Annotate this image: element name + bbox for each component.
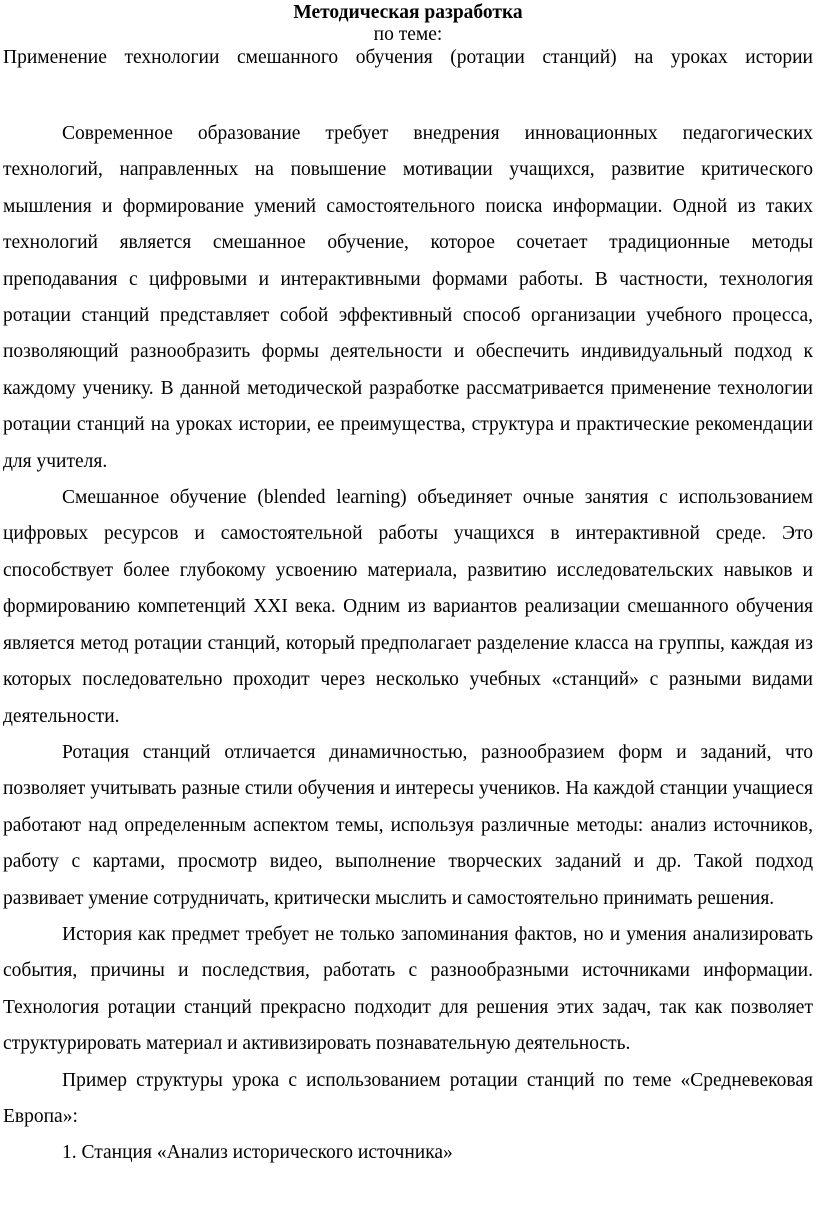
paragraph-lesson-example: Пример структуры урока с использованием ротации станций по теме «Средневековая Европа»: xyxy=(3,1069,813,1127)
document-subtitle: по теме: xyxy=(373,24,443,45)
document-topic: Применение технологии смешанного обучения (ротации станций) на уроках истории xyxy=(3,47,813,68)
paragraph-intro: Современное образование требует внедрения инновационных педагогических технологий, направленных на повышение мотивации учащихся, развитие критического мышления и формирование умений самостоятельного поиска информации. Одной из таких технологий является смешанное обучение, которое сочетает традиционные методы преподавания с цифровыми и интерактивными формами работы. В частности, технология ротации станций представляет собой эффективный способ организации учебного процесса, позволяющий разнообразить формы деятельности и обеспечить индивидуальный подход к каждому ученику. В данной методической разработке рассматривается применение технологии ротации станций на уроках истории, ее преимущества, структура и практические рекомендации для учителя. xyxy=(3,123,813,472)
section-spacer xyxy=(3,70,813,116)
paragraph-blended-learning: Смешанное обучение (blended learning) объединяет очные занятия с использованием цифровых ресурсов и самостоятельной работы учащихся в интерактивной среде. Это способствует более глубокому усвоению материала, развитию исследовательских навыков и формированию компетенций XXI века. Одним из вариантов реализации смешанного обучения является метод ротации станций, который предполагает разделение класса на группы, каждая из которых последовательно проходит через несколько учебных «станций» с разными видами деятельности. xyxy=(3,487,813,727)
paragraph-history-subject: История как предмет требует не только запоминания фактов, но и умения анализировать события, причины и последствия, работать с разнообразными источниками информации. Технология ротации станций прекрасно подходит для решения этих задач, так как позволяет структурировать материал и активизировать познавательную деятельность. xyxy=(3,923,813,1055)
document-title: Методическая разработка xyxy=(293,2,523,23)
list-item: 1. Станция «Анализ исторического источника» xyxy=(62,1142,453,1164)
paragraph-station-rotation: Ротация станций отличается динамичностью, разнообразием форм и заданий, что позволяет учитывать разные стили обучения и интересы учеников. На каждой станции учащиеся работают над определенным аспектом темы, используя различные методы: анализ источников, работу с картами, просмотр видео, выполнение творческих заданий и др. Такой подход развивает умение сотрудничать, критически мыслить и самостоятельно принимать решения. xyxy=(3,741,813,909)
